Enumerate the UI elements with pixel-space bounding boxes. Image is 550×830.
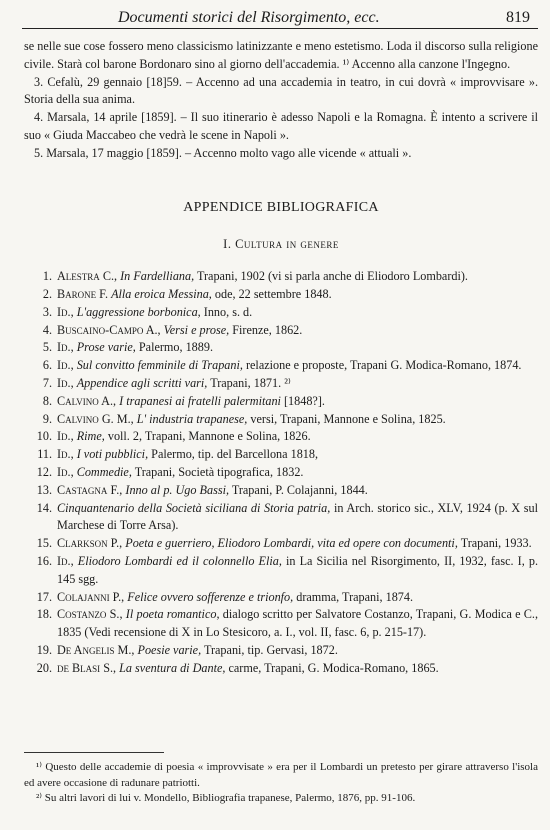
entry-text bbox=[57, 535, 538, 553]
entry-work: Poesie varie, bbox=[137, 642, 202, 657]
entry-details: versi, Trapani, Mannone e Solina, 1825. bbox=[250, 411, 446, 426]
entry-details: Palermo, tip. del Barcellona 1818, bbox=[151, 447, 319, 462]
bibliography-entry bbox=[24, 642, 538, 660]
bibliography-entry bbox=[24, 464, 538, 482]
entry-work: In Fardelliana, bbox=[120, 269, 195, 284]
running-header bbox=[22, 6, 538, 29]
entry-number: 18. bbox=[36, 607, 52, 622]
entry-author: Costanzo S., bbox=[57, 607, 123, 622]
bibliography-list bbox=[24, 268, 538, 677]
entry-author: Id., bbox=[57, 304, 74, 319]
entry-author: Id., bbox=[57, 464, 74, 479]
footnote-separator bbox=[24, 752, 164, 753]
bibliography-entry bbox=[24, 357, 538, 375]
entry-details: Trapani, 1902 (vi si parla anche di Eliodoro Lombardi). bbox=[196, 269, 468, 284]
bibliography-entry bbox=[24, 428, 538, 446]
entry-number: 16. bbox=[36, 553, 52, 568]
intro-paragraph: 5. Marsala, 17 maggio [1859]. – Accenno molto vago alle vicende « attuali ». bbox=[34, 145, 412, 160]
entry-number: 20. bbox=[36, 660, 52, 675]
bibliography-entry bbox=[24, 339, 538, 357]
entry-text bbox=[57, 375, 538, 393]
entry-details: relazione e proposte, Trapani G. Modica-Romano, 1874. bbox=[245, 358, 522, 373]
bibliography-entry bbox=[24, 375, 538, 393]
entry-work: Sul convitto femminile di Trapani, bbox=[76, 358, 243, 373]
entry-number: 14. bbox=[36, 500, 52, 515]
entry-author: Id., bbox=[57, 340, 74, 355]
entry-number: 9. bbox=[42, 411, 52, 426]
running-title: Documenti storici del Risorgimento, ecc. bbox=[118, 9, 380, 26]
entry-number: 5. bbox=[42, 340, 52, 355]
entry-author: De Angelis M., bbox=[57, 642, 135, 657]
entry-author: Id., bbox=[57, 447, 74, 462]
entry-text bbox=[57, 339, 538, 357]
bibliography-entry bbox=[24, 268, 538, 286]
entry-text bbox=[57, 322, 538, 340]
entry-text bbox=[57, 660, 538, 678]
entry-details: Trapani, Società tipografica, 1832. bbox=[134, 464, 304, 479]
entry-details: Palermo, 1889. bbox=[138, 340, 214, 355]
entry-work: Prose varie, bbox=[76, 340, 136, 355]
entry-text bbox=[57, 428, 538, 446]
entry-author: Calvino A., bbox=[57, 393, 117, 408]
entry-text bbox=[57, 482, 538, 500]
intro-paragraph: se nelle sue cose fossero meno classicismo latinizzante e meno estetismo. Loda il discorso sulla religione civile. Starà col barone Bordonaro sino al giorno dell'accademia. ¹⁾ Accenno alla canzone l'Ingegno. bbox=[24, 39, 538, 71]
entry-author: Id., bbox=[57, 375, 74, 390]
footnotes bbox=[24, 760, 538, 807]
entry-number: 11. bbox=[37, 447, 52, 462]
entry-text bbox=[57, 411, 538, 429]
bibliography-entry bbox=[24, 606, 538, 642]
entry-work: Rime, bbox=[76, 429, 105, 444]
entry-number: 6. bbox=[42, 358, 52, 373]
entry-work: Poeta e guerriero, Eliodoro Lombardi, vita ed opere con documenti, bbox=[125, 536, 458, 551]
entry-details: dramma, Trapani, 1874. bbox=[296, 589, 414, 604]
entry-details: dialogo scritto per Salvatore Costanzo, Trapani, G. Modica e C., 1835 (Vedi recensione di X in Lo Stesicoro, a. I., vol. II, fasc. 6, p. 215-17). bbox=[57, 607, 539, 640]
entry-author: Id., bbox=[57, 358, 74, 373]
section-title: I. Cultura in genere bbox=[223, 237, 339, 252]
bibliography-entry bbox=[24, 446, 538, 464]
entry-text bbox=[57, 500, 538, 536]
entry-details: in Arch. storico sic., XLV, 1924 (p. X sul Marchese di Torre Arsa). bbox=[57, 500, 539, 533]
entry-text bbox=[57, 589, 538, 607]
entry-work: Inno al p. Ugo Bassi, bbox=[125, 482, 229, 497]
entry-text bbox=[57, 464, 538, 482]
bibliography-entry bbox=[24, 589, 538, 607]
entry-text bbox=[57, 642, 538, 660]
appendix-title: APPENDICE BIBLIOGRAFICA bbox=[183, 199, 379, 215]
entry-author: Id., bbox=[57, 553, 74, 568]
entry-text bbox=[57, 268, 538, 286]
footnote: ¹⁾ Questo delle accademie di poesia « improvvisate » era per il Lombardi un pretesto per girare attraverso l'isola ed avere occasione di radunare patriotti. bbox=[24, 761, 538, 789]
bibliography-entry bbox=[24, 553, 538, 589]
entry-work: Il poeta romantico, bbox=[125, 607, 220, 622]
bibliography-entry bbox=[24, 482, 538, 500]
entry-text bbox=[57, 286, 538, 304]
entry-work: I voti pubblici, bbox=[76, 447, 149, 462]
bibliography-entry bbox=[24, 322, 538, 340]
entry-number: 13. bbox=[36, 482, 52, 497]
bibliography-entry bbox=[24, 286, 538, 304]
entry-work: Versi e prose, bbox=[163, 322, 230, 337]
entry-number: 19. bbox=[36, 642, 52, 657]
entry-details: Firenze, 1862. bbox=[232, 322, 303, 337]
entry-number: 17. bbox=[36, 589, 52, 604]
bibliography-entry bbox=[24, 304, 538, 322]
entry-author: Buscaino-Campo A., bbox=[57, 322, 161, 337]
entry-number: 1. bbox=[42, 269, 52, 284]
intro-paragraph: 4. Marsala, 14 aprile [1859]. – Il suo itinerario è adesso Napoli e la Romagna. È intento a scrivere il suo « Giuda Maccabeo che vedrà le scene in Napoli ». bbox=[24, 110, 538, 142]
entry-details: in La Sicilia nel Risorgimento, II, 1932, fasc. I, p. 145 sgg. bbox=[57, 553, 539, 586]
entry-text bbox=[57, 393, 538, 411]
entry-author: Barone F. bbox=[57, 286, 109, 301]
intro-paragraph: 3. Cefalù, 29 gennaio [18]59. – Accenno ad una accademia in teatro, in cui dovrà « improvvisare ». Storia della sua anima. bbox=[24, 74, 538, 107]
bibliography-entry bbox=[24, 535, 538, 553]
entry-details: [1848?]. bbox=[284, 393, 325, 408]
footnote: ²⁾ Su altri lavori di lui v. Mondello, Bibliografia trapanese, Palermo, 1876, pp. 91-106. bbox=[36, 792, 416, 804]
entry-work: Cinquantenario della Società siciliana di Storia patria, bbox=[57, 500, 331, 515]
entry-work: Appendice agli scritti vari, bbox=[76, 375, 208, 390]
entry-author: Clarkson P., bbox=[57, 536, 123, 551]
entry-text bbox=[57, 553, 538, 589]
entry-work: L'aggressione borbonica, bbox=[76, 304, 201, 319]
entry-details: carme, Trapani, G. Modica-Romano, 1865. bbox=[228, 660, 439, 675]
entry-author: Calvino G. M., bbox=[57, 411, 134, 426]
entry-number: 15. bbox=[36, 536, 52, 551]
entry-number: 12. bbox=[36, 464, 52, 479]
entry-author: Castagna F., bbox=[57, 482, 123, 497]
entry-details: Trapani, 1933. bbox=[460, 536, 532, 551]
entry-author: Id., bbox=[57, 429, 74, 444]
entry-author: Alestra C., bbox=[57, 269, 118, 284]
entry-work: Alla eroica Messina, bbox=[111, 286, 212, 301]
entry-details: Trapani, tip. Gervasi, 1872. bbox=[203, 642, 338, 657]
entry-work: I trapanesi ai fratelli palermitani bbox=[119, 393, 281, 408]
entry-details: Inno, s. d. bbox=[203, 304, 253, 319]
entry-number: 8. bbox=[42, 393, 52, 408]
entry-work: La sventura di Dante, bbox=[119, 660, 226, 675]
entry-number: 7. bbox=[42, 375, 52, 390]
entry-text bbox=[57, 606, 538, 642]
entry-author: Colajanni P., bbox=[57, 589, 125, 604]
bibliography-entry bbox=[24, 393, 538, 411]
entry-work: L' industria trapanese, bbox=[136, 411, 248, 426]
entry-details: Trapani, P. Colajanni, 1844. bbox=[231, 482, 368, 497]
bibliography-entry bbox=[24, 660, 538, 678]
entry-number: 3. bbox=[42, 304, 52, 319]
entry-author: de Blasi S., bbox=[57, 660, 117, 675]
entry-details: Trapani, 1871. ²⁾ bbox=[210, 375, 291, 390]
bibliography-entry bbox=[24, 411, 538, 429]
entry-text bbox=[57, 357, 538, 375]
entry-number: 2. bbox=[42, 286, 52, 301]
entry-work: Felice ovvero sofferenze e trionfo, bbox=[127, 589, 294, 604]
page-number: 819 bbox=[506, 9, 530, 26]
bibliography-entry bbox=[24, 500, 538, 536]
entry-text bbox=[57, 304, 538, 322]
page-body bbox=[24, 38, 538, 678]
entry-work: Commedie, bbox=[76, 464, 132, 479]
entry-number: 10. bbox=[36, 429, 52, 444]
entry-details: voll. 2, Trapani, Mannone e Solina, 1826. bbox=[107, 429, 311, 444]
entry-work: Eliodoro Lombardi ed il colonnello Elia, bbox=[77, 553, 282, 568]
entry-details: ode, 22 settembre 1848. bbox=[214, 286, 332, 301]
entry-text bbox=[57, 446, 538, 464]
entry-number: 4. bbox=[42, 322, 52, 337]
